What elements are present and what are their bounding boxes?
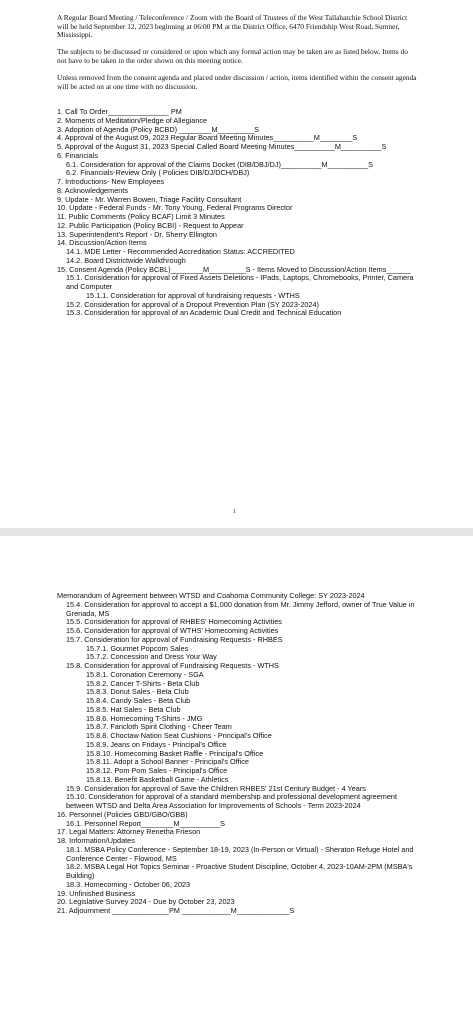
agenda-subitem: 18.3. Homecoming - October 06, 2023 (66, 879, 191, 889)
agenda-subsubitem: 15.8.7. Fancloth Spirit Clothing - Cheer Team (86, 722, 232, 732)
agenda-subsubitem: 15.7.2. Concession and Dress Your Way (86, 652, 217, 662)
agenda-item: 9. Update - Mr. Warren Bowen, Triage Facility Consultant (57, 194, 242, 204)
agenda-subsubitem: 15.8.11. Adopt a School Banner - Principal's Office (86, 757, 249, 767)
agenda-subsubitem: 15.8.10. Homecoming Basket Raffle - Principal's Office (86, 748, 264, 758)
agenda-item: 7. Introductions- New Employees (57, 177, 165, 187)
agenda-subitem: 15.4. Consideration for approval to accept a $1,000 donation from Mr. Jimmy Jefford, owner of True Value in Grenada, MS (66, 599, 417, 618)
agenda-subitem: 15.9. Consideration for approval of Save the Children RHBES' 21st Century Budget - 4 Years (66, 783, 366, 793)
agenda-item: 20. Legislative Survey 2024 - Due by October 23, 2023 (57, 897, 235, 907)
agenda-item: 16. Personnel (Policies GBD/GBO/GBB) (57, 809, 188, 819)
agenda-subitem: 6.2. Financials-Review Only ( Policies DIB/DJ/DCH/DBJ) (66, 168, 250, 178)
agenda-subitem: 14.2. Board Districtwide Walkthrough (66, 255, 186, 265)
consent-agenda-paragraph: Unless removed from the consent agenda and placed under discussion / action, items identified within the consent agenda will be acted on at one time with no discussion. (57, 72, 417, 91)
agenda-subsubitem: 15.8.1. Coronation Ceremony - SGA (86, 669, 204, 679)
agenda-item: 2. Moments of Meditation/Pledge of Allegiance (57, 115, 208, 125)
page-number: 1 (233, 509, 236, 515)
agenda-item: 17. Legal Matters: Attorney Renetha Frieson (57, 827, 201, 837)
agenda-item: 10. Update - Federal Funds - Mr. Tony Young, Federal Programs Director (57, 203, 293, 213)
agenda-item: 3. Adoption of Agenda (Policy BCBD) ________M_________S (57, 124, 260, 134)
agenda-item: 11. Public Comments (Policy BCAF) Limit 3 Minutes (57, 212, 225, 222)
meeting-intro-paragraph: A Regular Board Meeting / Teleconference / Zoom with the Board of Trustees of the West Tallahatchie School District will be held September 12, 2023 beginning at 06:00 PM at the District Office, 6470 Friendship West Road, Sumner, Mississippi. (57, 13, 408, 40)
agenda-subsubitem: 15.8.13. Benefit Basketball Game - Athletics (86, 774, 229, 784)
agenda-subitem: 15.8. Consideration for approval of Fundraising Requests - WTHS (66, 661, 279, 670)
agenda-subitem: 18.1. MSBA Policy Conference - September 18-19, 2023 (In-Person or Virtual) - Sheraton Refuge Hotel and Conference Center - Flowood, MS (66, 844, 416, 863)
agenda-subitem: 15.3. Consideration for approval of an Academic Dual Credit and Technical Education (66, 308, 342, 318)
agenda-subitem: 15.10. Consideration for approval of a standard membership and professional development agreement between WTSD and Delta Area Association for Improvements of Schools - Term 2023-2024 (66, 792, 400, 810)
subjects-paragraph: The subjects to be discussed or considered or upon which any formal action may be taken are as listed below. Items do not have to be taken in the order shown on this meeting notice. (57, 47, 408, 65)
agenda-item: 12. Public Participation (Policy BCBI) - Request to Appear (57, 220, 244, 230)
agenda-subitem: 6.1. Consideration for approval of the Claims Docket (DIB/DBJ/DJ)__________M__________S (66, 159, 374, 169)
agenda-subsubitem: 15.8.4. Candy Sales - Beta Club (86, 696, 191, 705)
agenda-subsubitem: 15.8.12. Pom Pom Sales - Principal's Office (86, 766, 228, 775)
agenda-list-page-1 (57, 108, 419, 318)
agenda-subsubitem: 15.1.1. Consideration for approval of fundraising requests - WTHS (86, 290, 300, 300)
agenda-item: 21. Adjournment ______________PM ____________M_____________S (57, 906, 295, 915)
agenda-item: 19. Unfinished Business (57, 888, 136, 898)
agenda-subitem: 15.2. Consideration for approval of a Dropout Prevention Plan (SY 2023-2024) (66, 299, 319, 309)
agenda-item: 14. Discussion/Action Items (57, 238, 147, 248)
agenda-subitem: 18.2. MSBA Legal Hot Topics Seminar - Proactive Student Discipline, October 4, 2023-10AM-2PM (MSBA's Building) (66, 862, 415, 880)
agenda-item: 6. Financials (57, 150, 98, 160)
agenda-item: 15. Consent Agenda (Policy BCBL)________M_________S - Items Moved to Discussion/Action Items______ (57, 264, 411, 274)
agenda-subsubitem: 15.8.8. Choctaw Nation Seat Cushions - Principal's Office (86, 731, 272, 740)
agenda-subsubitem: 15.8.3. Donut Sales - Beta Club (86, 687, 189, 697)
agenda-subitem: 16.1. Personnel Report________M__________S (66, 818, 226, 828)
agenda-item: 13. Superintendent's Report - Dr. Sherry Ellington (57, 229, 217, 239)
agenda-subsubitem: 15.7.1. Gourmet Popcorn Sales (86, 643, 189, 653)
agenda-item: 8. Acknowledgements (57, 185, 128, 195)
agenda-subsubitem: 15.8.9. Jeans on Fridays - Principal's Office (86, 739, 227, 749)
agenda-subitem: 15.7. Consideration for approval of Fundraising Requests - RHBES (66, 634, 283, 644)
agenda-subitem: 15.6. Consideration for approval of WTHS' Homecoming Activities (66, 626, 279, 635)
agenda-subsubitem: 15.8.2. Cancer T-Shirts - Beta Club (86, 678, 200, 688)
agenda-item-continued: Memorandum of Agreement between WTSD and Coahoma Community College: SY 2023-2024 (57, 591, 365, 600)
agenda-list-page-2 (57, 592, 423, 916)
agenda-item: 1. Call To Order_______________ PM (57, 107, 182, 117)
agenda-subsubitem: 15.8.6. Homecoming T-Shirts - JMG (86, 713, 203, 723)
agenda-item: 5. Approval of the August 31, 2023 Special Called Board Meeting Minutes__________M__________S (57, 142, 387, 152)
agenda-subitem: 14.1. MDE Letter - Recommended Accreditation Status: ACCREDITED (66, 247, 295, 257)
agenda-subsubitem: 15.8.5. Hat Sales - Beta Club (86, 704, 181, 714)
document-page-2 (0, 536, 473, 1024)
agenda-subitem: 15.5. Consideration for approval of RHBES' Homecoming Activities (66, 617, 282, 627)
agenda-subitem: 15.1. Consideration for approval of Fixed Assets Deletions - IPads, Laptops, Chromebooks, Printer, Camera and Computer (66, 273, 416, 292)
agenda-item: 18. Information/Updates (57, 836, 135, 845)
agenda-item: 4. Approval of the August 09, 2023 Regular Board Meeting Minutes__________M________S (57, 133, 358, 143)
